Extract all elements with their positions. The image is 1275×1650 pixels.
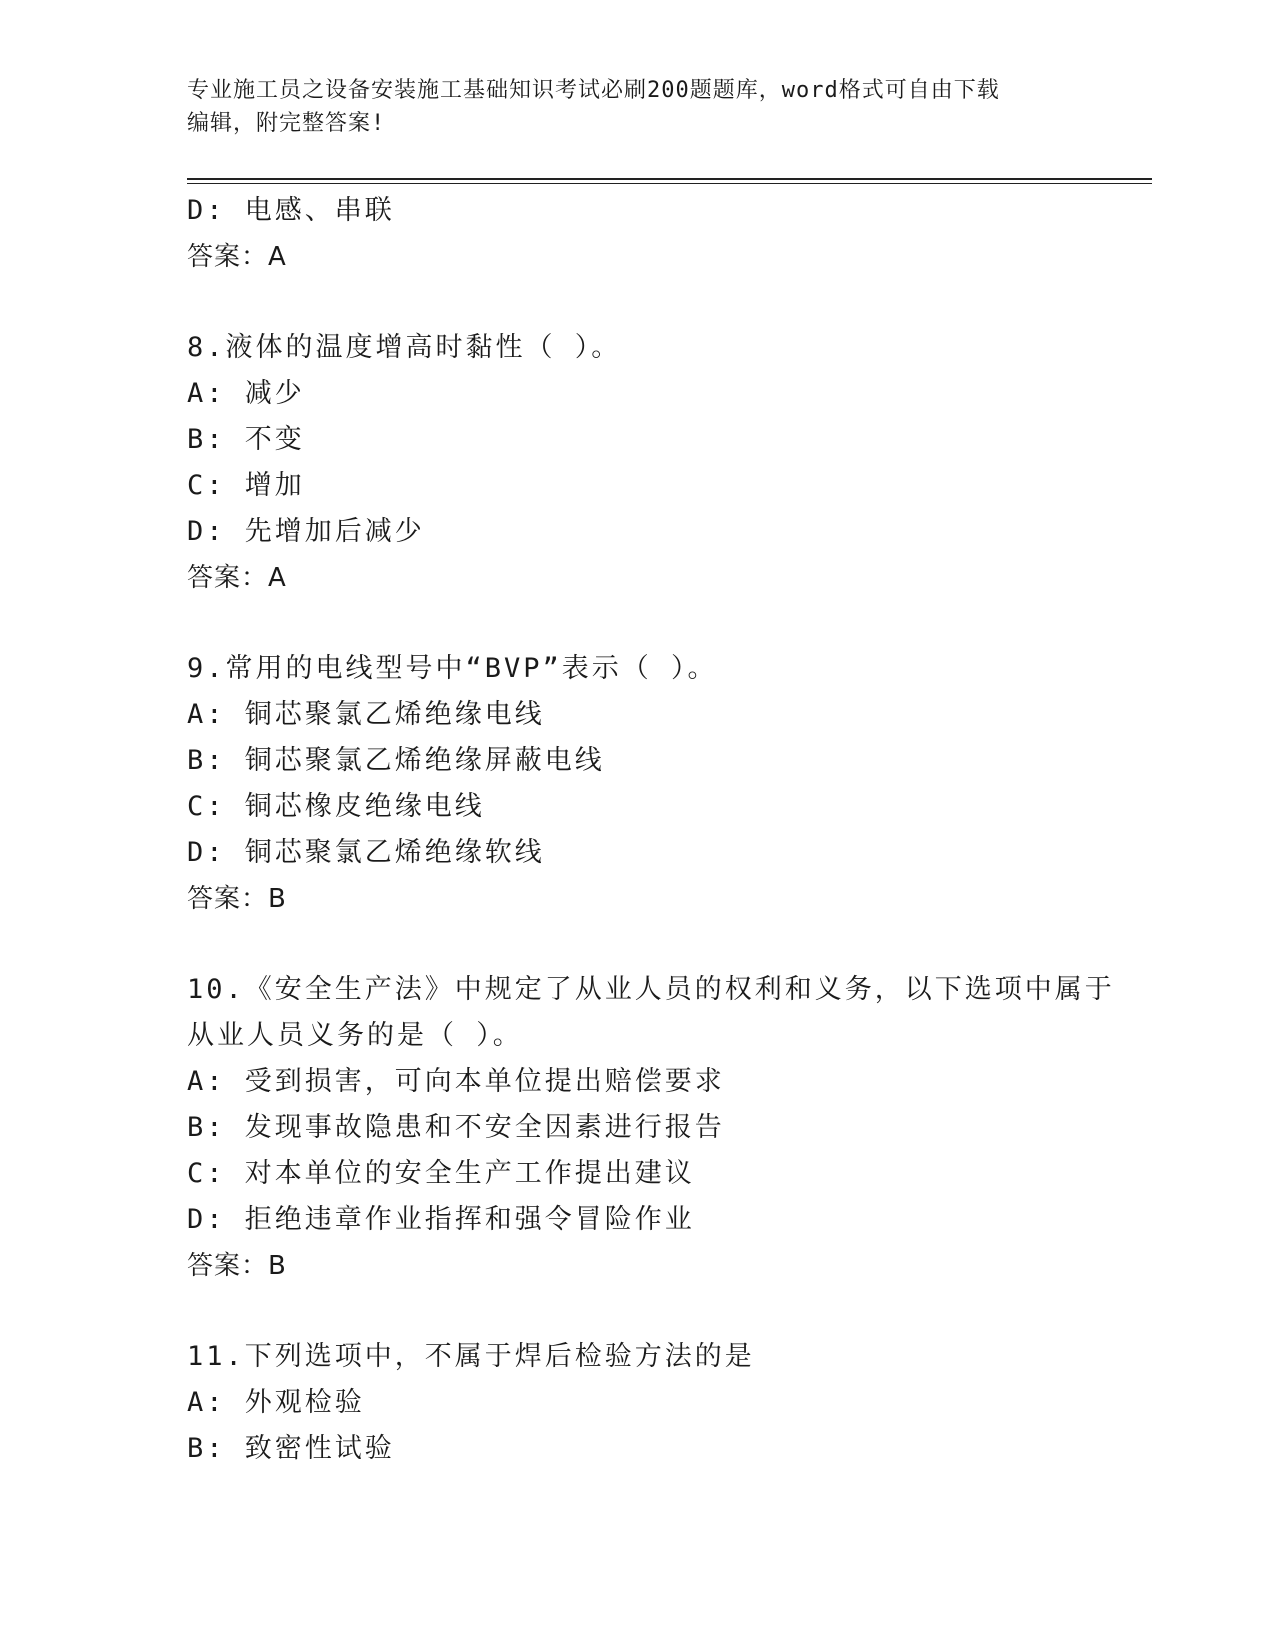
question-text: 8.液体的温度增高时黏性（ ）。 — [187, 332, 622, 363]
answer-line: 答案：A — [187, 242, 287, 272]
option-a: A: 受到损害，可向本单位提出赔偿要求 — [187, 1066, 725, 1097]
header-line-1: 专业施工员之设备安装施工基础知识考试必刷200题题库，word格式可自由下载 — [187, 78, 1000, 103]
option-a: A: 铜芯聚氯乙烯绝缘电线 — [187, 699, 545, 730]
header-rule-thick — [187, 178, 1152, 180]
option-c: C: 增加 — [187, 470, 305, 501]
option-b: B: 不变 — [187, 424, 305, 455]
option-b: B: 发现事故隐患和不安全因素进行报告 — [187, 1112, 725, 1143]
option-d: D: 电感、串联 — [187, 195, 395, 226]
answer-line: 答案：B — [187, 884, 287, 914]
header-line-2: 编辑，附完整答案! — [187, 111, 386, 136]
option-c: C: 铜芯橡皮绝缘电线 — [187, 791, 485, 822]
option-b: B: 致密性试验 — [187, 1433, 395, 1464]
option-b: B: 铜芯聚氯乙烯绝缘屏蔽电线 — [187, 745, 605, 776]
question-list — [187, 188, 1152, 1472]
answer-line: 答案：B — [187, 1251, 287, 1281]
question-text: 11.下列选项中，不属于焊后检验方法的是 — [187, 1341, 755, 1372]
header-rule-thin — [187, 183, 1152, 184]
question-8 — [187, 325, 1152, 601]
question-11 — [187, 1334, 1152, 1472]
document-header — [187, 74, 1087, 140]
option-a: A: 外观检验 — [187, 1387, 365, 1418]
question-text-line-1: 10.《安全生产法》中规定了从业人员的权利和义务，以下选项中属于 — [187, 974, 1115, 1005]
previous-question-tail — [187, 188, 1152, 280]
question-10 — [187, 967, 1152, 1289]
question-text-line-2: 从业人员义务的是（ ）。 — [187, 1020, 523, 1051]
option-a: A: 减少 — [187, 378, 305, 409]
question-text: 9.常用的电线型号中“BVP”表示（ ）。 — [187, 653, 718, 684]
option-d: D: 铜芯聚氯乙烯绝缘软线 — [187, 837, 545, 868]
question-9 — [187, 646, 1152, 922]
option-c: C: 对本单位的安全生产工作提出建议 — [187, 1158, 695, 1189]
option-d: D: 拒绝违章作业指挥和强令冒险作业 — [187, 1204, 695, 1235]
option-d: D: 先增加后减少 — [187, 516, 425, 547]
answer-line: 答案：A — [187, 563, 287, 593]
